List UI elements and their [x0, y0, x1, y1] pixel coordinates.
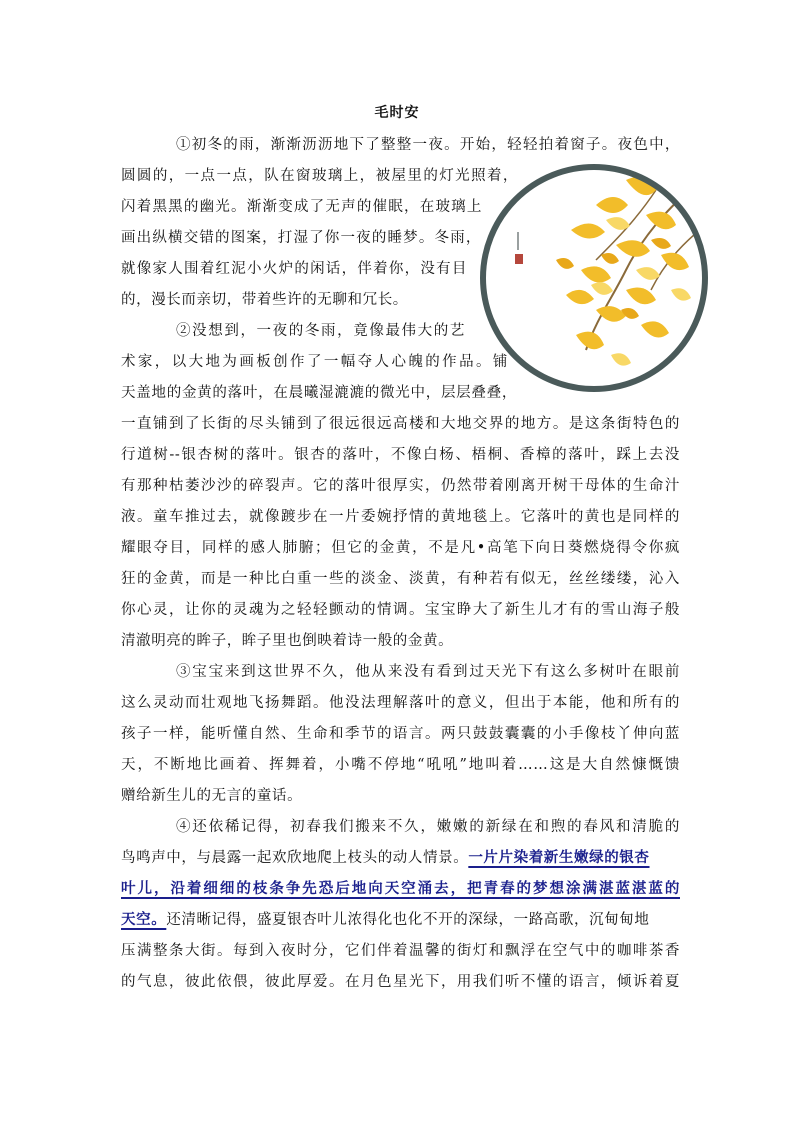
text-line: 一直铺到了长街的尽头铺到了很远很远高楼和大地交界的地方。是这条街特色的 — [121, 416, 680, 432]
author-title: 毛时安 — [374, 105, 420, 121]
text-line: ③宝宝来到这世界不久，他从来没有看到过天光下有这么多树叶在眼前 — [176, 664, 680, 680]
text-line: 天，不断地比画着、挥舞着，小嘴不停地“吼吼”地叫着……这是大自然慷慨馈 — [121, 757, 680, 773]
text-line: ①初冬的雨，渐渐沥沥地下了整整一夜。开始，轻轻拍着窗子。夜色中， — [176, 137, 680, 153]
text-line: ②没想到，一夜的冬雨，竟像最伟大的艺 — [176, 323, 465, 339]
text-line: 狂的金黄，而是一种比白重一些的淡金、淡黄，有种若有似无，丝丝缕缕，沁入 — [121, 571, 680, 587]
text-line: 这么灵动而壮观地飞扬舞蹈。他没法理解落叶的意义，但出于本能，他和所有的 — [121, 695, 680, 711]
text-line: ④还依稀记得，初春我们搬来不久，嫩嫩的新绿在和煦的春风和清脆的 — [176, 819, 680, 835]
highlighted-text: 天空。 — [121, 911, 167, 928]
text-line-mixed — [121, 910, 680, 930]
text-line: 天盖地的金黄的落叶，在晨曦湿漉漉的微光中，层层叠叠， — [121, 385, 517, 401]
highlighted-text: 叶儿，沿着细细的枝条争先恐后地向天空涌去，把青春的梦想涂满湛蓝湛蓝的 — [121, 880, 680, 897]
text-line: 有那种枯萎沙沙的碎裂声。它的落叶很厚实，仍然带着刚离开树干母体的生命汁 — [121, 478, 680, 494]
text-segment: 鸟鸣声中，与晨露一起欢欣地爬上枝头的动人情景。 — [121, 850, 469, 866]
text-line: 你心灵，让你的灵魂为之轻轻颤动的情调。宝宝睁大了新生儿才有的雪山海子般 — [121, 602, 680, 618]
text-line: 液。童车推过去，就像踱步在一片委婉抒情的黄地毯上。它落叶的黄也是同样的 — [121, 509, 680, 525]
text-line: 清澈明亮的眸子，眸子里也倒映着诗一般的金黄。 — [121, 633, 454, 649]
text-segment: 还清晰记得，盛夏银杏叶儿浓得化也化不开的深绿，一路高歌，沉甸甸地 — [166, 912, 650, 928]
text-line: 术家，以大地为画板创作了一幅夺人心魄的作品。铺 — [121, 354, 508, 370]
text-line: 赠给新生儿的无言的童话。 — [121, 788, 303, 804]
text-line: 就像家人围着红泥小火炉的闲话，伴着你，没有目 — [121, 261, 467, 277]
text-line: 孩子一样，能听懂自然、生命和季节的语言。两只鼓鼓囊囊的小手像枝丫伸向蓝 — [121, 726, 680, 742]
text-line: 压满整条大街。每到入夜时分，它们伴着温馨的街灯和飘浮在空气中的咖啡茶香 — [121, 943, 680, 959]
text-line: 闪着黑黑的幽光。渐渐变成了无声的催眠，在玻璃上 — [121, 199, 482, 215]
highlighted-text: 一片片染着新生嫩绿的银杏 — [468, 849, 650, 866]
seal-icon — [514, 232, 524, 266]
text-line-mixed — [121, 848, 680, 868]
text-line: 圆圆的，一点一点，队在窗玻璃上，被屋里的灯光照着， — [121, 168, 518, 184]
text-line: 的，漫长而亲切，带着些许的无聊和冗长。 — [121, 292, 408, 308]
ginkgo-illustration — [476, 160, 712, 396]
text-line: 的气息，彼此依偎，彼此厚爱。在月色星光下，用我们听不懂的语言，倾诉着夏 — [121, 974, 680, 990]
text-line: 行道树--银杏树的落叶。银杏的落叶，不像白杨、梧桐、香樟的落叶，踩上去没 — [121, 447, 680, 463]
text-line: 画出纵横交错的图案，打湿了你一夜的睡梦。冬雨， — [121, 230, 481, 246]
text-line: 耀眼夺目，同样的感人肺腑；但它的金黄，不是凡•高笔下向日葵燃烧得令你疯 — [121, 540, 680, 556]
